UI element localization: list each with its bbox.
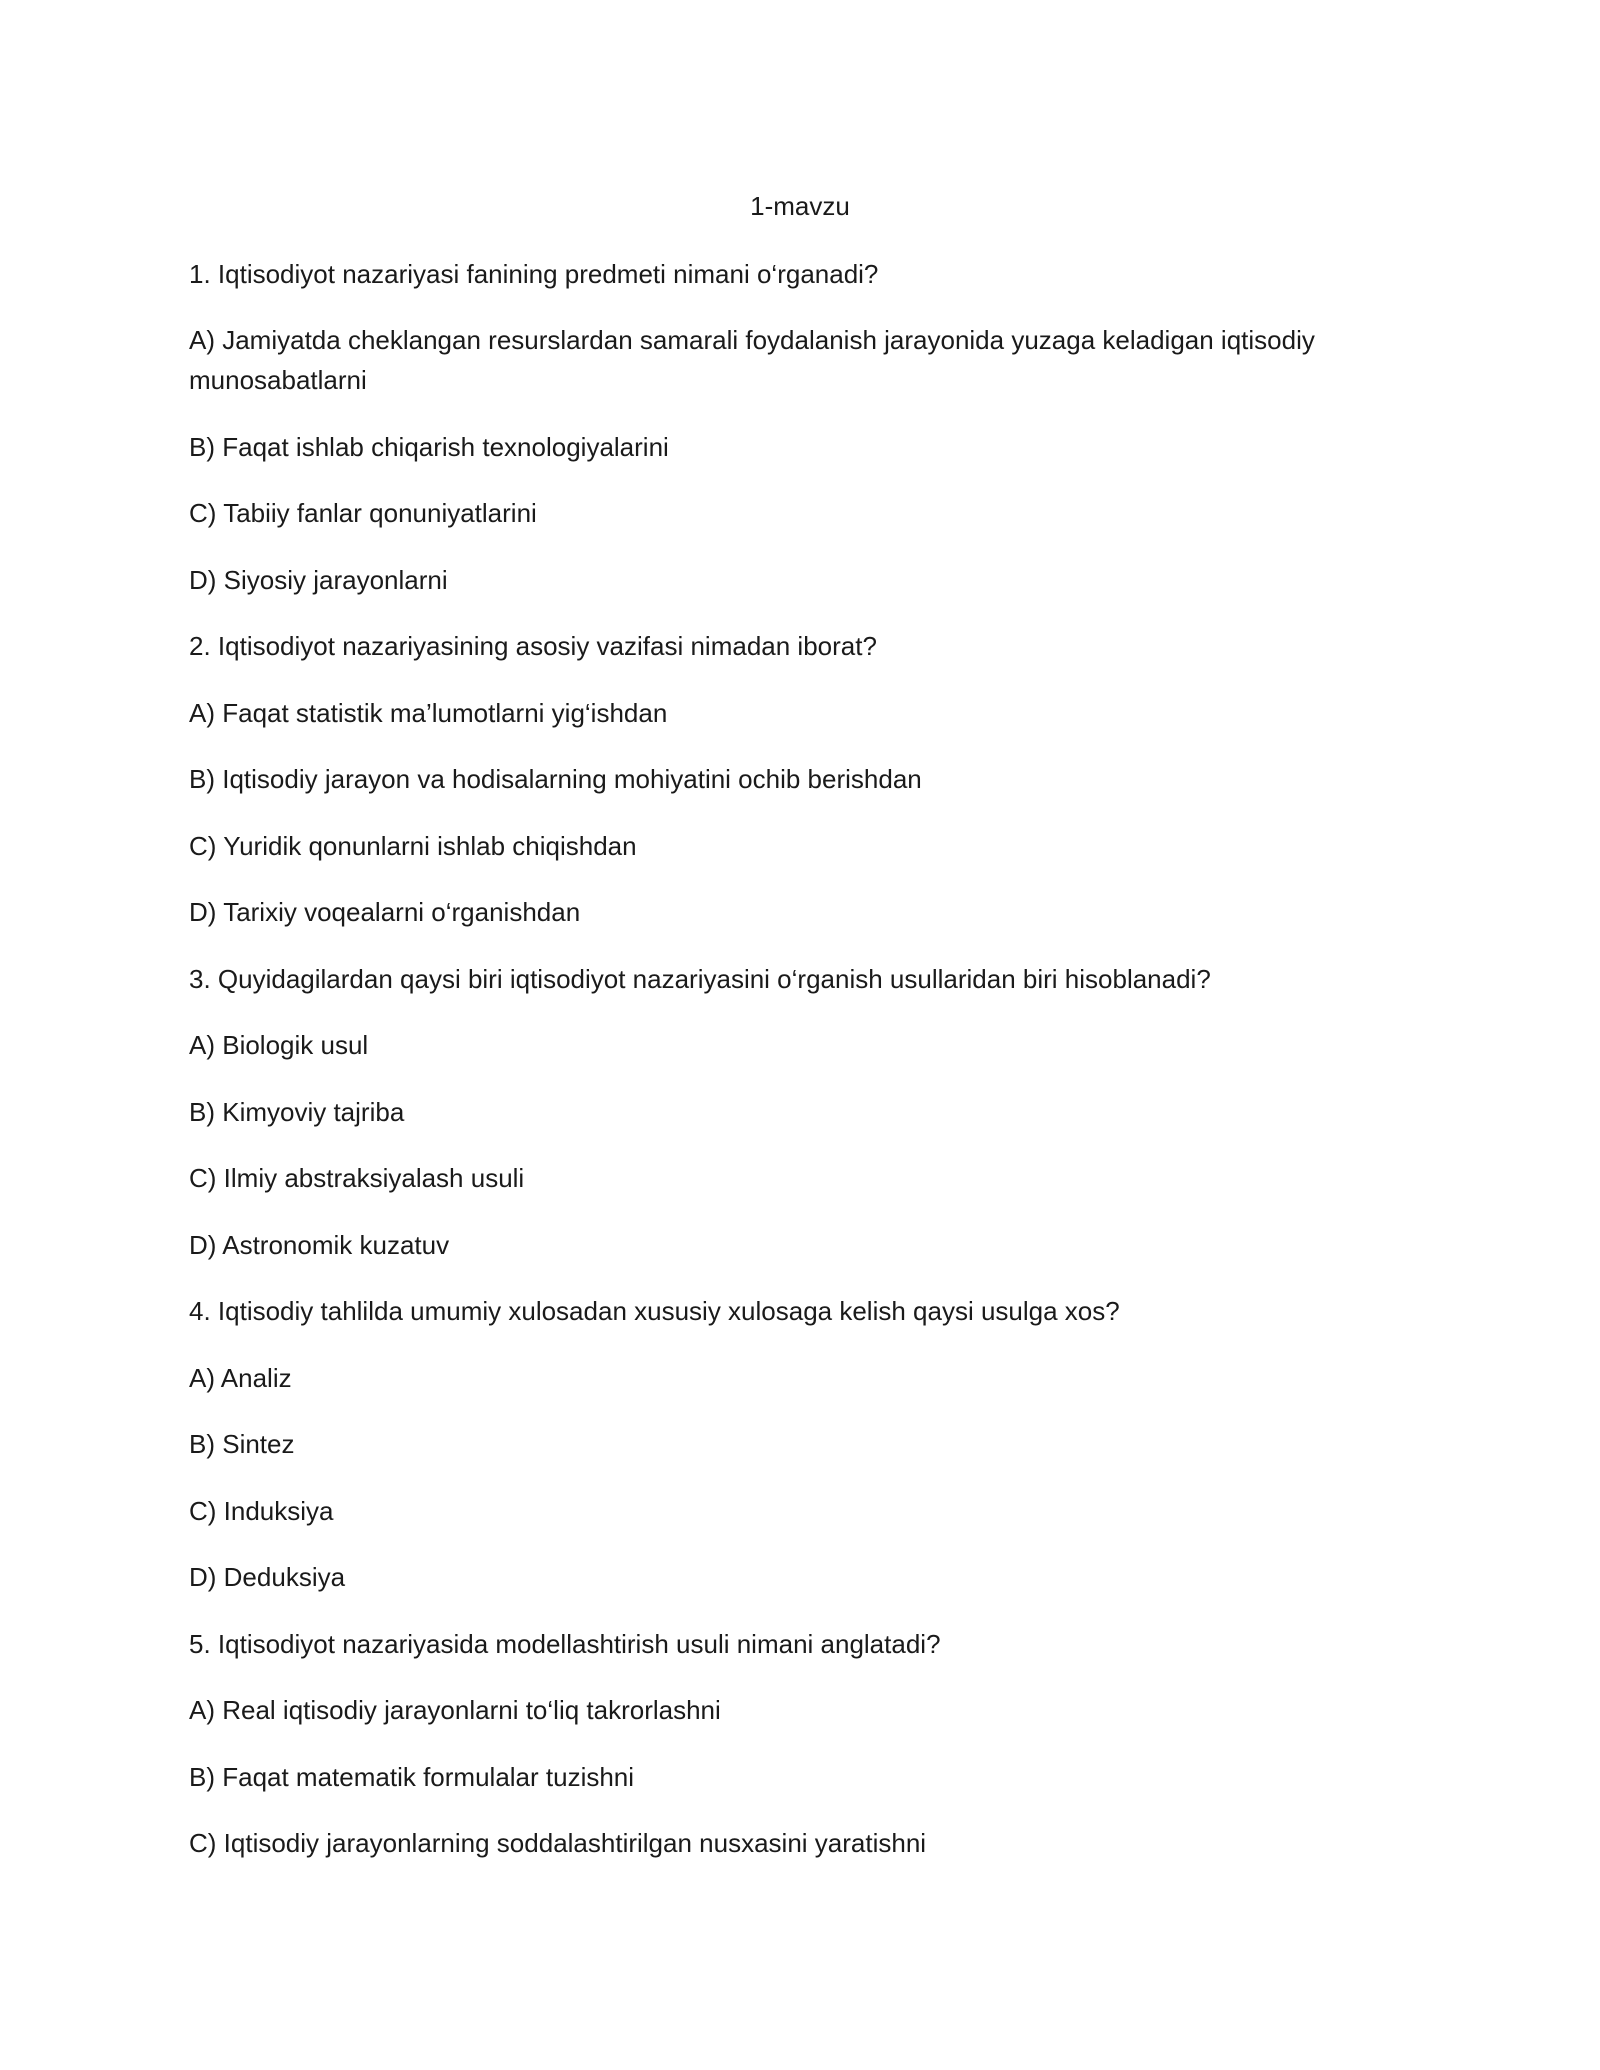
question-1-option-b: B) Faqat ishlab chiqarish texnologiyalarini bbox=[189, 432, 669, 462]
question-4-option-a: A) Analiz bbox=[189, 1363, 292, 1393]
question-1-text: 1. Iqtisodiyot nazariyasi fanining predmeti nimani o‘rganadi? bbox=[189, 259, 879, 289]
page-title: 1-mavzu bbox=[750, 191, 850, 221]
question-3-text: 3. Quyidagilardan qaysi biri iqtisodiyot nazariyasini o‘rganish usullaridan biri hisoblanadi? bbox=[189, 964, 1211, 994]
question-5-option-a: A) Real iqtisodiy jarayonlarni to‘liq takrorlashni bbox=[189, 1695, 721, 1725]
question-5-text: 5. Iqtisodiyot nazariyasida modellashtirish usuli nimani anglatadi? bbox=[189, 1629, 941, 1659]
question-4-option-c: C) Induksiya bbox=[189, 1496, 334, 1526]
question-1-option-d: D) Siyosiy jarayonlarni bbox=[189, 565, 448, 595]
question-2-option-a: A) Faqat statistik ma’lumotlarni yig‘ishdan bbox=[189, 698, 668, 728]
question-3-option-c: C) Ilmiy abstraksiyalash usuli bbox=[189, 1163, 525, 1193]
question-5-option-b: B) Faqat matematik formulalar tuzishni bbox=[189, 1762, 635, 1792]
question-3-option-d: D) Astronomik kuzatuv bbox=[189, 1230, 450, 1260]
question-3-option-b: B) Kimyoviy tajriba bbox=[189, 1097, 405, 1127]
question-3-option-a: A) Biologik usul bbox=[189, 1030, 369, 1060]
question-1-option-c: C) Tabiiy fanlar qonuniyatlarini bbox=[189, 498, 537, 528]
question-2-option-b: B) Iqtisodiy jarayon va hodisalarning mohiyatini ochib berishdan bbox=[189, 764, 922, 794]
question-2-text: 2. Iqtisodiyot nazariyasining asosiy vazifasi nimadan iborat? bbox=[189, 631, 877, 661]
question-5-option-c: C) Iqtisodiy jarayonlarning soddalashtirilgan nusxasini yaratishni bbox=[189, 1828, 927, 1858]
question-1-option-a: A) Jamiyatda cheklangan resurslardan samarali foydalanish jarayonida yuzaga keladigan iqtisodiy munosabatlarni bbox=[189, 325, 1315, 395]
question-2-option-d: D) Tarixiy voqealarni o‘rganishdan bbox=[189, 897, 581, 927]
question-2-option-c: C) Yuridik qonunlarni ishlab chiqishdan bbox=[189, 831, 637, 861]
question-4-option-b: B) Sintez bbox=[189, 1429, 295, 1459]
question-4-option-d: D) Deduksiya bbox=[189, 1562, 346, 1592]
question-4-text: 4. Iqtisodiy tahlilda umumiy xulosadan xususiy xulosaga kelish qaysi usulga xos? bbox=[189, 1296, 1120, 1326]
